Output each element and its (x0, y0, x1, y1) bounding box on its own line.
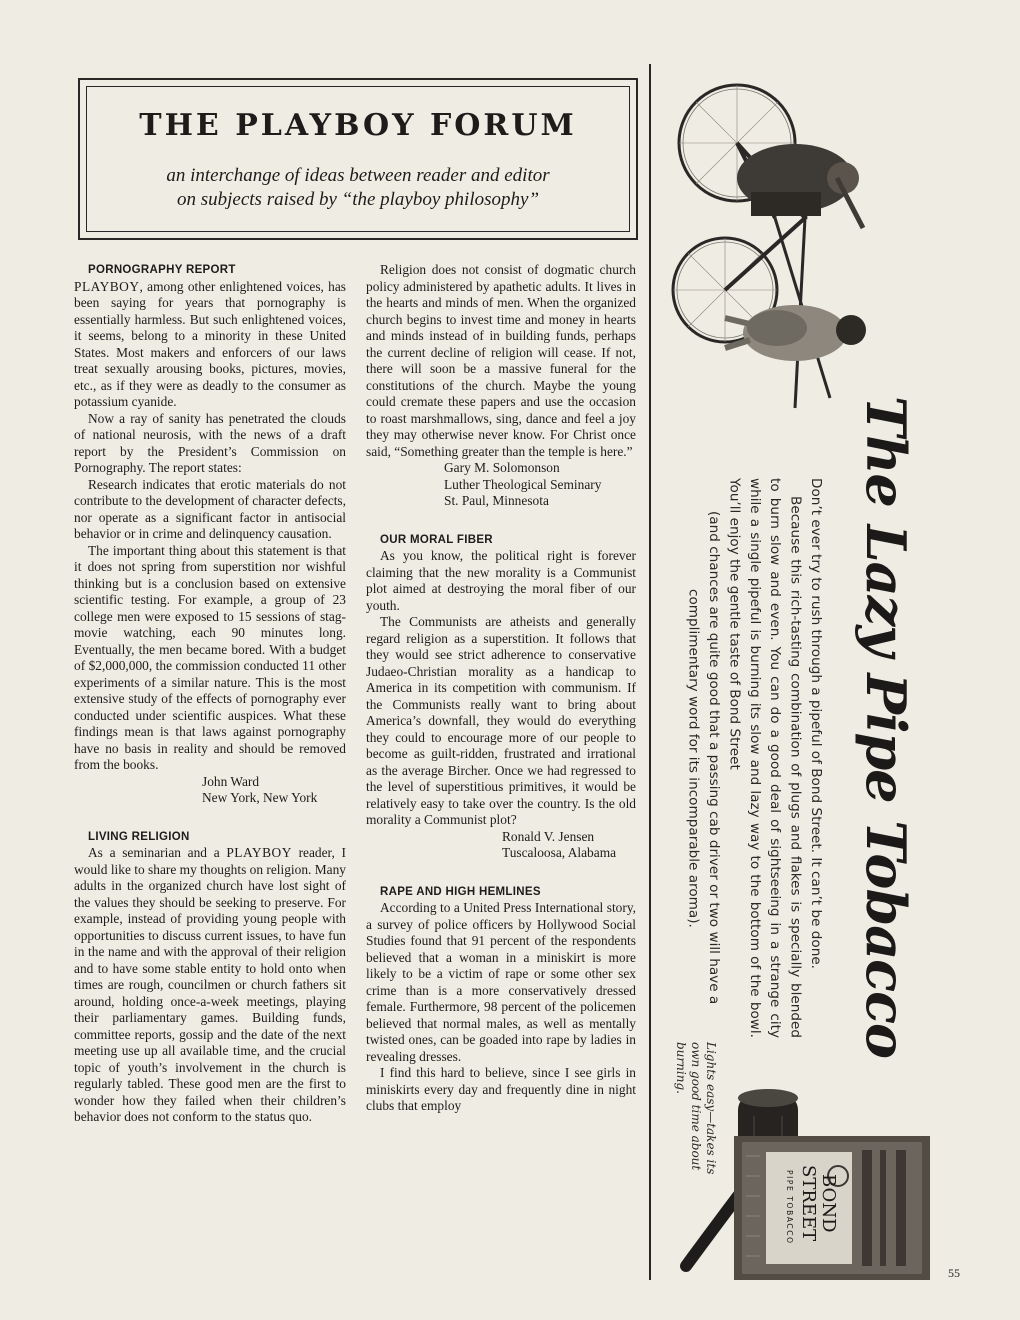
pornography-paragraph-1-text: , among other enlightened voices, has been saying for years that pornography is essentially harmless. But such enlightened voices, it seems, belong to a minority in these United States. Most makers and enforcers of our laws treat sexually arousing books, pictures, movies, etc., as if they were as deadly to the consumer as potassium cyanide. (74, 278, 346, 409)
rape-paragraph-1: According to a United Press International story, a survey of police officers by Hollywood Social Studies found that 91 percent of the respondents believed that a woman in a miniskirt is more likely to be a victim of rape or some other sex crime than is a more conservatively dressed female. Furthermore, 98 percent of the policemen believed that normal males, as well as mentally twisted ones, can be goaded into rape by ladies in revealing dresses. (366, 900, 636, 1064)
signature-place: St. Paul, Minnesota (444, 493, 549, 508)
forum-subtitle-line2: on subjects raised by “the playboy philosophy” (176, 189, 540, 210)
product-sub-label: PIPE TOBACCO (785, 1169, 794, 1245)
playboy-brand-text: PLAYBOY (226, 845, 292, 860)
playboy-brand-text: PLAYBOY (74, 278, 140, 294)
signature-org: Luther Theological Seminary (444, 476, 602, 492)
section-heading-moral-fiber: OUR MORAL FIBER (380, 533, 493, 546)
signature-name: John Ward (202, 773, 260, 789)
section-heading-religion: LIVING RELIGION (88, 830, 190, 843)
section-heading-pornography: PORNOGRAPHY REPORT (88, 264, 236, 276)
signature-name: Ronald V. Jensen (502, 828, 595, 844)
page-number: 55 (948, 1266, 960, 1280)
religion-paragraph-1-lead: As a seminarian and a (88, 845, 227, 860)
moral-paragraph-2: The Communists are atheists and generally regard religion as a superstition. It follows that they would see strict adherence to conservative Judaeo-Christian morality as a handicap to America in its competition with communism. If the Communists really want to bring about America’s downfall, they would do everything they could to encourage more of our people to become as guilt-ridden, frustrated and irrational as the average Bircher. Once we had regressed to the level of superstitious primitives, it would be relatively easy to take over the country. Is the old morality a Communist plot? (366, 614, 636, 827)
middle-column (366, 262, 636, 1115)
ad-headline: The Lazy Pipe Tobacco (854, 396, 918, 1058)
ad-body-paragraph-2: Because this rich-tasting combination of plugs and flakes is specially blended to burn slow and even. You can do a good deal of sightseeing in a strange city while a single pipeful is burning its slow and lazy way to the bottom of the bowl. You’ll enjoy the gentle taste of Bond Street (726, 478, 804, 1038)
pornography-quote: Research indicates that erotic materials do not contribute to the development of character defects, nor operate as a significant factor in antisocial behavior or in crime and delinquency causation. (74, 476, 346, 541)
religion-paragraph-1-text: reader, I would like to share my thoughts on religion. Many adults in the organized church have lost sight of the values they should be seeking to preserve. For example, instead of providing young people with opportunities to discuss current issues, to have fun in the name and with the approval of their religion and to have some stable entity to hold onto when times are rough, councilmen or church fathers sit around, holding once-a-week meetings, playing their parliamentary games. Building funds, committee reports, gossip and the date of the next meeting use up all available time, and the crucial topic of youth’s involvement in the church is regularly tabled. These good men are the first to wonder how they failed when their children’s behavior does not conform to the status quo. (74, 845, 346, 1124)
forum-header-box (78, 78, 638, 240)
signature-place: New York, New York (202, 790, 318, 805)
ad-divider-rule (649, 64, 651, 1280)
religion-signature (366, 460, 636, 510)
signature-name: Gary M. Solomonson (444, 460, 560, 475)
moral-signature (366, 829, 636, 862)
pornography-paragraph-3: The important thing about this statement is that it does not spring from superstition nor wishful thinking but is a conclusion based on extensive scientific testing. For example, a group of 23 college men were exposed to 15 sessions of stag-movie watching, each 90 minutes long. Eventually, the men became bored. With a budget of $2,000,000, the commission conducted 11 other experiments of a similar nature. This is the most extensive study of the effects of pornography ever conducted under scientific auspices. What these findings mean is that laws against pornography have no basis in reality and should be removed from the books. (74, 542, 346, 772)
left-column (74, 262, 346, 1126)
ad-pipe-caption: Lights easy—takes its own good time about burning. (674, 1042, 718, 1175)
ad-body-copy (676, 478, 826, 1038)
pornography-paragraph-2: Now a ray of sanity has penetrated the clouds of national neurosis, with the news of a draft report by the President’s Commission on Pornography. The report states: (74, 410, 346, 475)
ad-body-paragraph-1: Don’t ever try to rush through a pipeful of Bond Street. It can’t be done. (808, 478, 824, 970)
pornography-paragraph-1 (74, 279, 346, 411)
pornography-signature (74, 774, 346, 807)
religion-paragraph-2: Religion does not consist of dogmatic church policy administered by apathetic adults. It lives in the hearts and minds of men. When the organized church begins to invest time and money in hearts and minds instead of in building funds, perhaps the current decline of religion will cease. If not, there will soon be a massive funeral for the constitutions of the church. Maybe the young could cremate these papers and use the occasion to roast marshmallows, sing, dance and feel a joy they may otherwise never know. For Christ once said, “Something greater than the temple is here.” (366, 262, 636, 459)
rape-paragraph-2: I find this hard to believe, since I see girls in miniskirts every day and frequently dine in night clubs that employ (366, 1065, 636, 1113)
forum-title: THE PLAYBOY FORUM (139, 108, 577, 143)
ad-body-paragraph-3: (and chances are quite good that a passing cab driver or two will have a complimentary word for its incomparable aroma). (685, 511, 722, 1005)
section-heading-rape-hemlines: RAPE AND HIGH HEMLINES (380, 885, 541, 898)
moral-paragraph-1: As you know, the political right is forever claiming that the new morality is a Communist plot aimed at destroying the moral fiber of our youth. (366, 548, 636, 613)
ad-photo-bicycle-couple (655, 68, 871, 446)
product-brand-label: BOND STREET (798, 1164, 839, 1242)
signature-place: Tuscaloosa, Alabama (502, 845, 617, 860)
religion-paragraph-1 (74, 845, 346, 1126)
forum-subtitle (80, 164, 636, 212)
forum-subtitle-line1: an interchange of ideas between reader and editor (166, 165, 550, 186)
